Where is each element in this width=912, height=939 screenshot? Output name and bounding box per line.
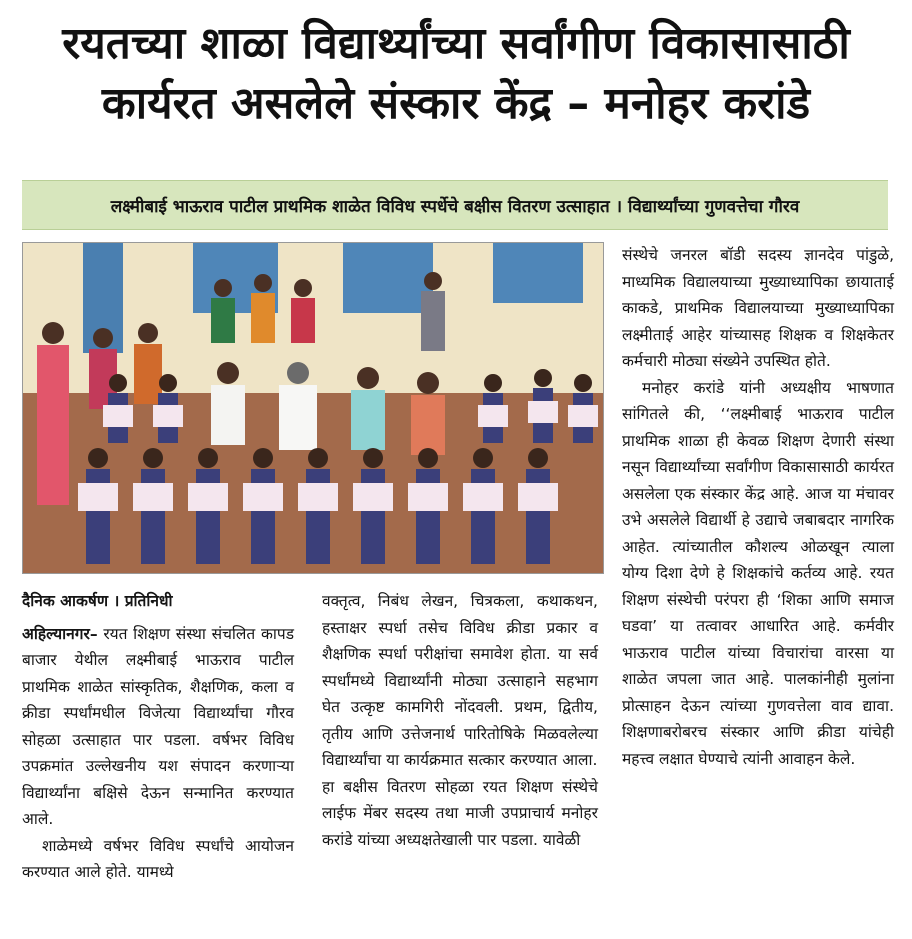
headline bbox=[0, 14, 912, 134]
byline: दैनिक आकर्षण । प्रतिनिधी bbox=[22, 592, 173, 610]
paragraph-1-text: रयत शिक्षण संस्था संचलित कापड बाजार येथील लक्ष्मीबाई भाऊराव पाटील प्राथमिक शाळेत सांस्कृतिक, शैक्षणिक, कला व क्रीडा स्पर्धांमधील विजेत्या विद्यार्थ्यांचा गौरव सोहळा उत्साहात पार पडला. वर्षभर विविध उपक्रमांत उल्लेखनीय यश संपादन करणाऱ्या विद्यार्थ्यांना बक्षिसे देऊन सन्मानित करण्यात आले. bbox=[22, 624, 294, 828]
article-paragraph-3: हा बक्षीस वितरण सोहळा रयत शिक्षण संस्थेचे लाईफ मेंबर सदस्य तथा माजी उपप्राचार्य मनोहर करांडे यांच्या अध्यक्षतेखाली पार पडला. यावेळी bbox=[322, 777, 598, 849]
subheadline: लक्ष्मीबाई भाऊराव पाटील प्राथमिक शाळेत विविध स्पर्धेचे बक्षीस वितरण उत्साहात । विद्यार्थ्यांच्या गुणवत्तेचा गौरव bbox=[22, 180, 888, 230]
article-paragraph-3-cont: संस्थेचे जनरल बॉडी सदस्य ज्ञानदेव पांडुळे, माध्यमिक विद्यालयाच्या मुख्याध्यापिका छायाताई काकडे, प्राथमिक विद्यालयाच्या मुख्याध्यापिका लक्ष्मीताई आहेर यांच्यासह शिक्षक व शिक्षकेतर कर्मचारी मोठ्या संख्येने उपस्थित होते. bbox=[622, 246, 894, 370]
article-column-2 bbox=[322, 588, 598, 853]
photo-children-front bbox=[78, 448, 558, 564]
photo-window-3 bbox=[493, 243, 583, 303]
dateline: अहिल्यानगर– bbox=[22, 624, 98, 643]
group-photo bbox=[22, 242, 604, 574]
group-photo-illustration bbox=[23, 243, 603, 573]
article-paragraph-2-start: शाळेमध्ये वर्षभर विविध स्पर्धांचे आयोजन करण्यात आले होते. यामध्ये bbox=[22, 836, 294, 881]
article-column-1 bbox=[22, 588, 294, 886]
article-paragraph-1 bbox=[22, 621, 294, 833]
photo-window-2 bbox=[343, 243, 433, 313]
headline-line-2: कार्यरत असलेले संस्कार केंद्र – मनोहर करांडे bbox=[101, 78, 811, 129]
article-paragraph-4: मनोहर करांडे यांनी अध्यक्षीय भाषणात सांगितले की, ‘‘लक्ष्मीबाई भाऊराव पाटील प्राथमिक शाळा ही केवळ शिक्षण देणारी संस्था नसून विद्यार्थ्यांच्या सर्वांगीण विकासासाठी कार्यरत असलेला एक संस्कार केंद्र आहे. आज या मंचावर उभे असलेले विद्यार्थी हे उद्याचे जबाबदार नागरिक आहेत. त्यांच्यातील कौशल्य ओळखून त्याला योग्य दिशा देणे हे शिक्षकांचे कर्तव्य आहे. रयत शिक्षण संस्थेची परंपरा ही ‘शिका आणि समाज घडवा’ या तत्वावर आधारित आहे. कर्मवीर भाऊराव पाटील यांच्या विचारांचा वारसा या शाळेत जपला जात आहे. पालकांनीही मुलांना प्रोत्साहन देऊन त्यांच्या गुणवत्तेला वाव द्यावा. शिक्षणाबरोबरच संस्कार आणि क्रीडा यांचेही महत्त्व लक्षात घेण्याचे त्यांनी आवाहन केले. bbox=[622, 378, 894, 768]
headline-line-1: रयतच्या शाळा विद्यार्थ्यांच्या सर्वांगीण विकासासाठी bbox=[62, 18, 850, 69]
article-paragraph-2-cont: वक्तृत्व, निबंध लेखन, चित्रकला, कथाकथन, हस्ताक्षर स्पर्धा तसेच विविध क्रीडा प्रकार व शैक्षणिक स्पर्धा परीक्षांचा समावेश होता. या सर्व स्पर्धांमध्ये विद्यार्थ्यांनी मोठ्या उत्साहाने सहभाग घेत उत्कृष्ट कामगिरी नोंदवली. प्रथम, द्वितीय, तृतीय आणि उत्तेजनार्थ पारितोषिके मिळवलेल्या विद्यार्थ्यांचा या कार्यक्रमात सत्कार करण्यात आला. bbox=[322, 592, 598, 769]
article-column-3 bbox=[622, 242, 894, 772]
